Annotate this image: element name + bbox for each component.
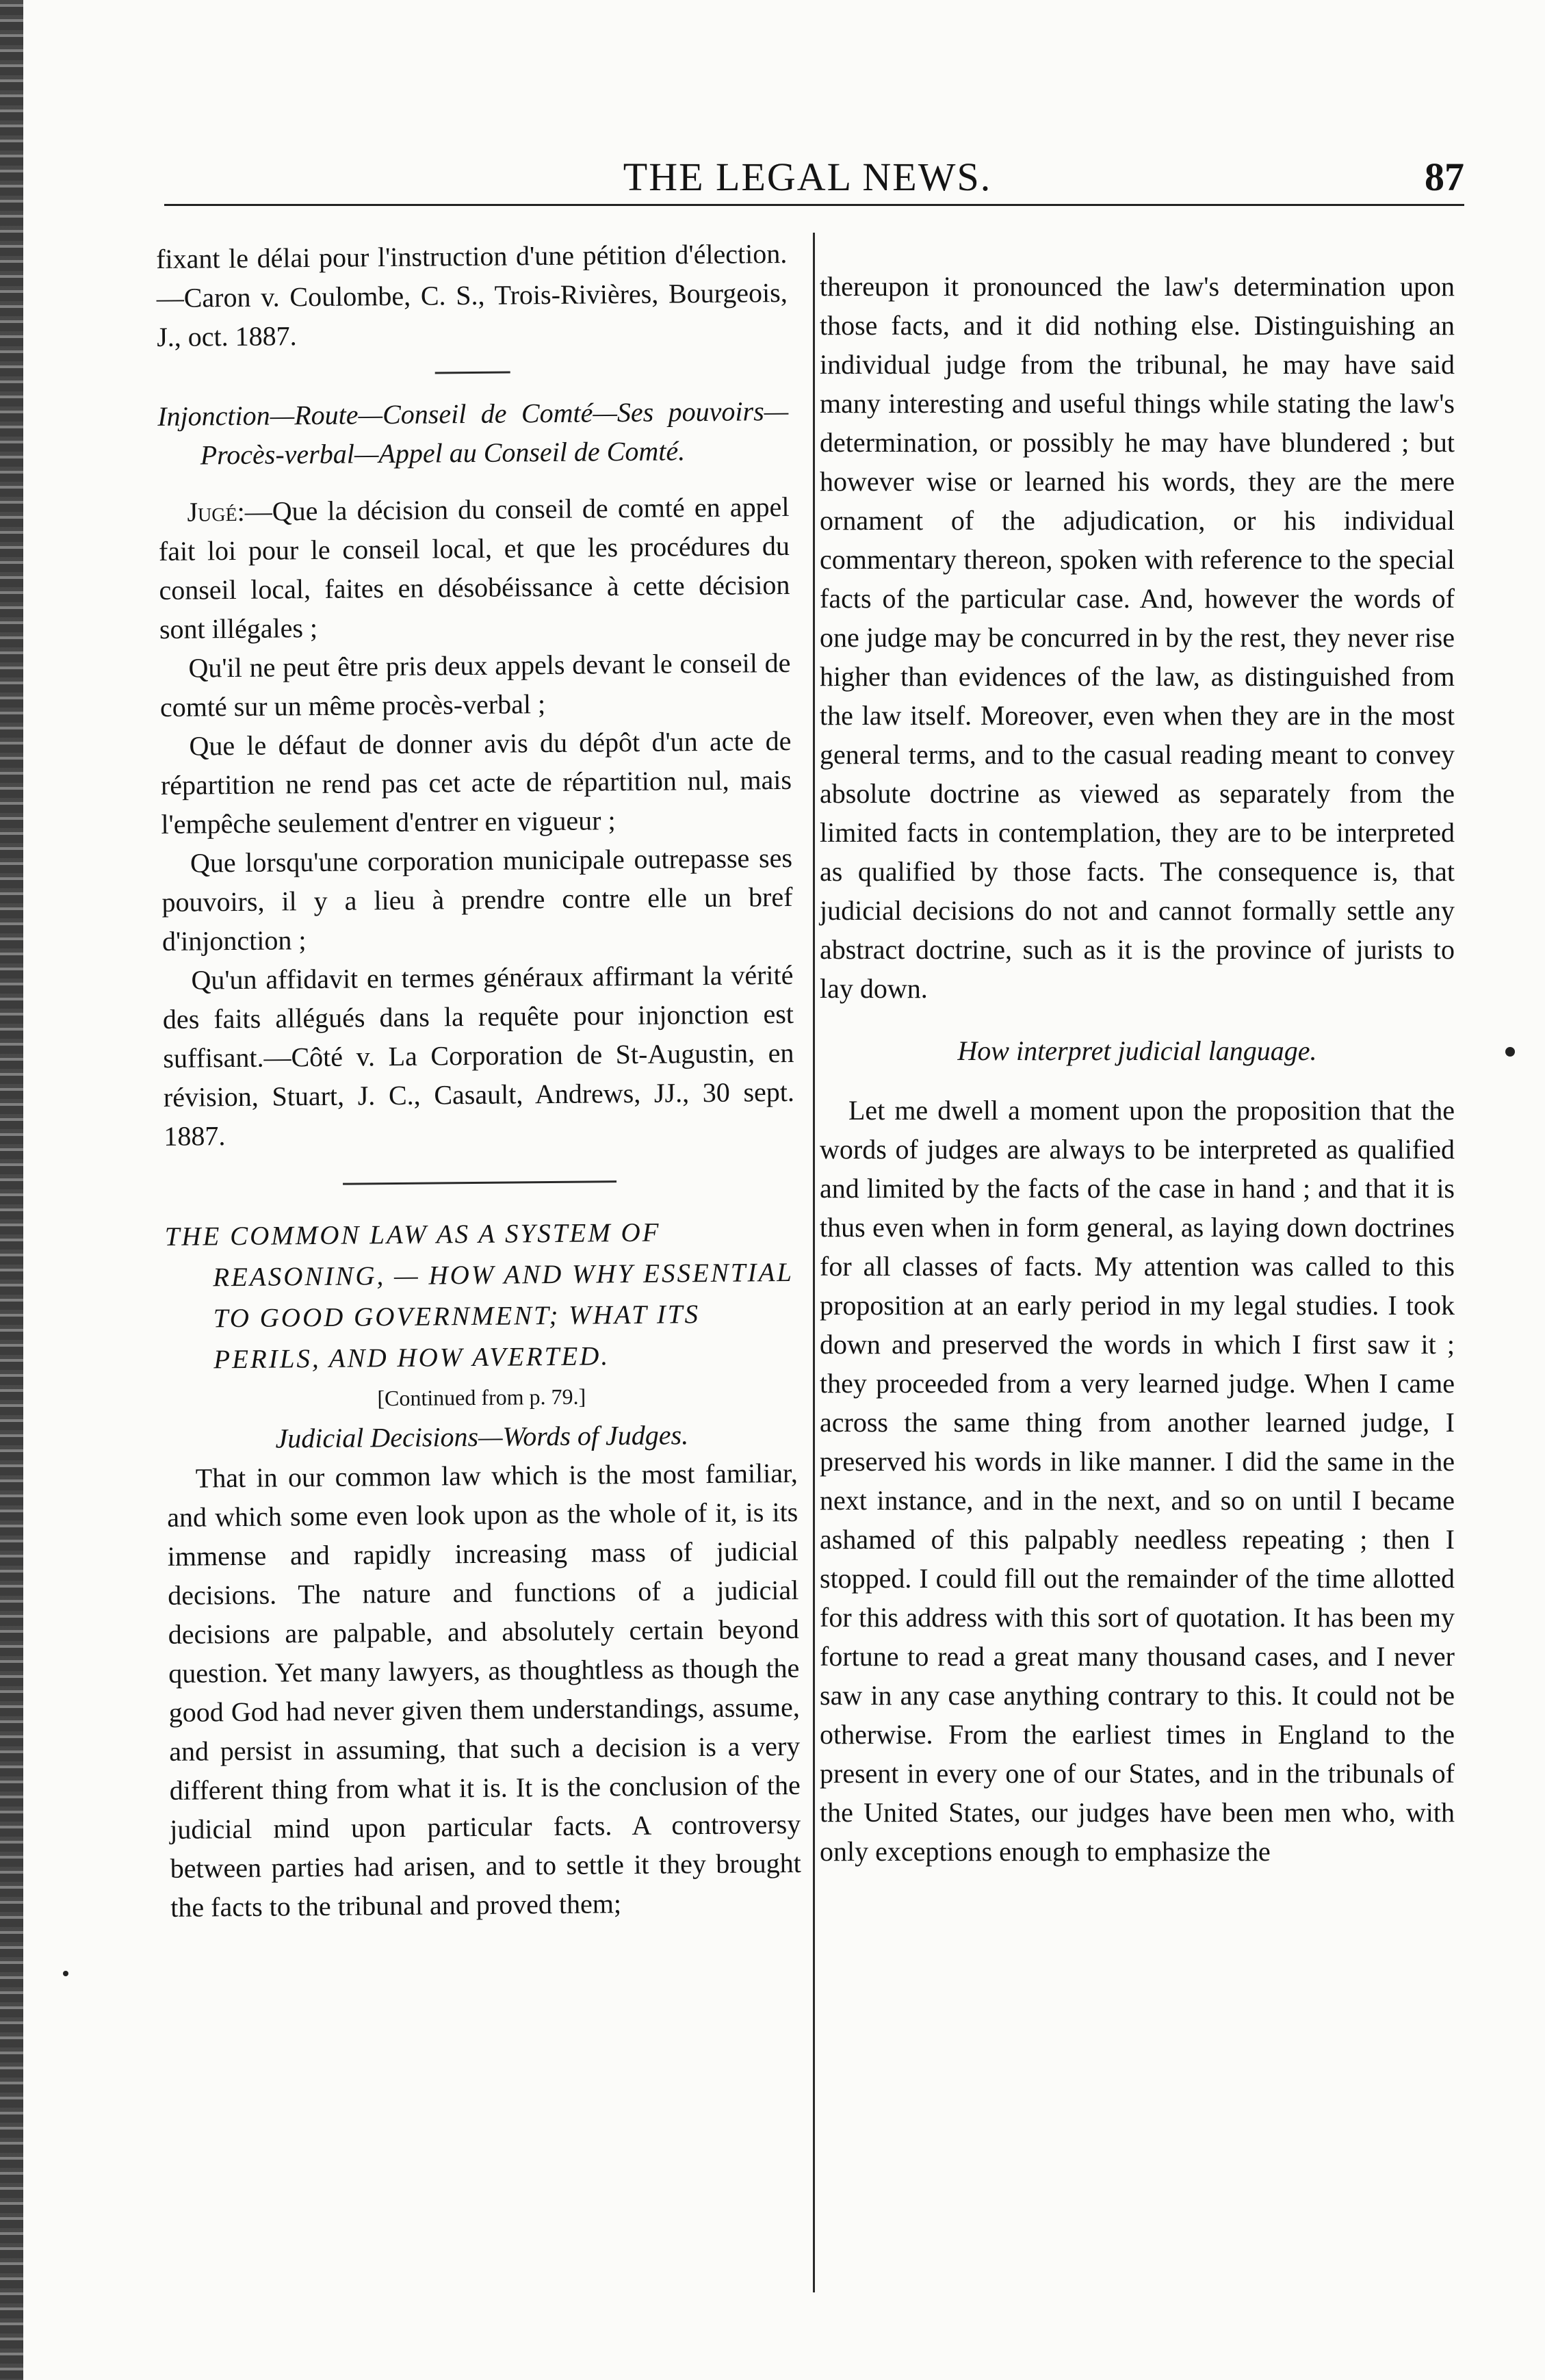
page-binding-edge — [0, 0, 23, 2380]
case-heading: Injonction—Route—Conseil de Comté—Ses pouvoirs—Procès-verbal—Appel au Conseil de Comté. — [157, 395, 789, 471]
paragraph-affidavit: Qu'un affidavit en termes généraux affirmant la vérité des faits allégués dans la requête pour injonction est suffisant.—Côté v. La Corporation de St-Augustin, en révision, Stuart, J. C., Casault, Andrews, JJ., 30 sept. 1887. — [162, 959, 795, 1152]
continued-note: [Continued from p. 79.] — [377, 1384, 586, 1411]
paragraph-common-law: That in our common law which is the most familiar, and which some even look upon as the whole of it, is its immense and rapidly increasing mass of judicial decisions. The nature and functions of a judicial decisions are palpable, and absolutely certain beyond question. Yet many lawyers, as thoughtless as though the good God had never given them understandings, assume, and persist in assuming, that such a decision is a very different thing from what it is. It is the conclusion of the judicial mind upon particular facts. A controversy between parties had arisen, and to settle it they brought the facts to the tribunal and proved them; — [167, 1457, 801, 1923]
subheading-interpret: How interpret judicial language. — [957, 1035, 1317, 1066]
article-title: THE COMMON LAW AS A SYSTEM OF REASONING, — HOW AND WHY ESSENTIAL TO GOOD GOVERNMENT; WHAT ITS PERILS, AND HOW AVERTED. — [164, 1217, 794, 1375]
paragraph-corporation: Que lorsqu'une corporation municipale outrepasse ses pouvoirs, il y a lieu à prendre contre elle un bref d'injonction ; — [161, 842, 793, 957]
left-column — [156, 234, 801, 1927]
juge-label: Jugé — [187, 495, 237, 528]
subheading-judicial-decisions: Judicial Decisions—Words of Judges. — [275, 1419, 689, 1454]
paragraph-fixant: fixant le délai pour l'instruction d'une pétition d'élection.—Caron v. Coulombe, C. S., Trois-Rivières, Bourgeois, J., oct. 1887. — [156, 237, 788, 352]
ink-spot — [1505, 1047, 1515, 1057]
article-rule — [343, 1180, 616, 1185]
ink-spot — [63, 1971, 68, 1976]
column-divider — [813, 233, 815, 2292]
page-header — [151, 140, 1464, 209]
section-rule — [435, 371, 510, 374]
right-column — [820, 267, 1455, 1871]
paragraph-defaut: Que le défaut de donner avis du dépôt d'un acte de répartition ne rend pas cet acte de répartition nul, mais l'empêche seulement d'entrer en vigueur ; — [160, 725, 792, 840]
juge-text: :—Que la décision du conseil de comté en appel fait loi pour le conseil local, et que les procédures du conseil local, faites en désobéissance à cette décision sont illégales ; — [158, 491, 790, 645]
paragraph-juge — [158, 487, 790, 649]
page-number: 87 — [1425, 155, 1464, 199]
header-rule — [164, 204, 1464, 206]
running-title: THE LEGAL NEWS. — [623, 155, 992, 199]
paragraph-thereupon: thereupon it pronounced the law's determination upon those facts, and it did nothing else. Distinguishing an individual judge from the tribunal, he may have said many interesting and useful things while stating the law's determination, or possibly he may have blundered ; but however wise or learned his words, they are the mere ornament of the adjudication, or his individual commentary thereon, spoken with reference to the special facts of the particular case. And, however the words of one judge may be concurred in by the rest, they never rise higher than evidences of the law, as distinguished from the law itself. Moreover, even when they are in the most general terms, and to the casual reading meant to convey absolute doctrine as viewed as separately from the limited facts in contemplation, they are to be interpreted as qualified by those facts. The consequence is, that judicial decisions do not and cannot formally settle any abstract doctrine, such as it is the province of jurists to lay down. — [820, 271, 1455, 1004]
paragraph-appels: Qu'il ne peut être pris deux appels devant le conseil de comté sur un même procès-verbal ; — [159, 647, 791, 723]
paragraph-dwell: Let me dwell a moment upon the proposition that the words of judges are always to be interpreted as qualified and limited by the facts of the case in hand ; and that it is thus even when in form general, as laying down doctrines for all classes of facts. My attention was called to this proposition at an early period in my legal studies. I took down and preserved the words in which I first saw it ; they proceeded from a very learned judge. When I came across the same thing from another learned judge, I preserved his words in like manner. I did the same in the next instance, and in the next, and so on until I became ashamed of this palpably needless repeating ; then I stopped. I could fill out the remainder of the time allotted for this address with this sort of quotation. It has been my fortune to read a great many thousand cases, and I never saw in any case anything contrary to this. It could not be otherwise. From the earliest times in England to the present in every one of our States, and in the tribunals of the United States, our judges have been men who, with only exceptions enough to emphasize the — [820, 1095, 1455, 1867]
